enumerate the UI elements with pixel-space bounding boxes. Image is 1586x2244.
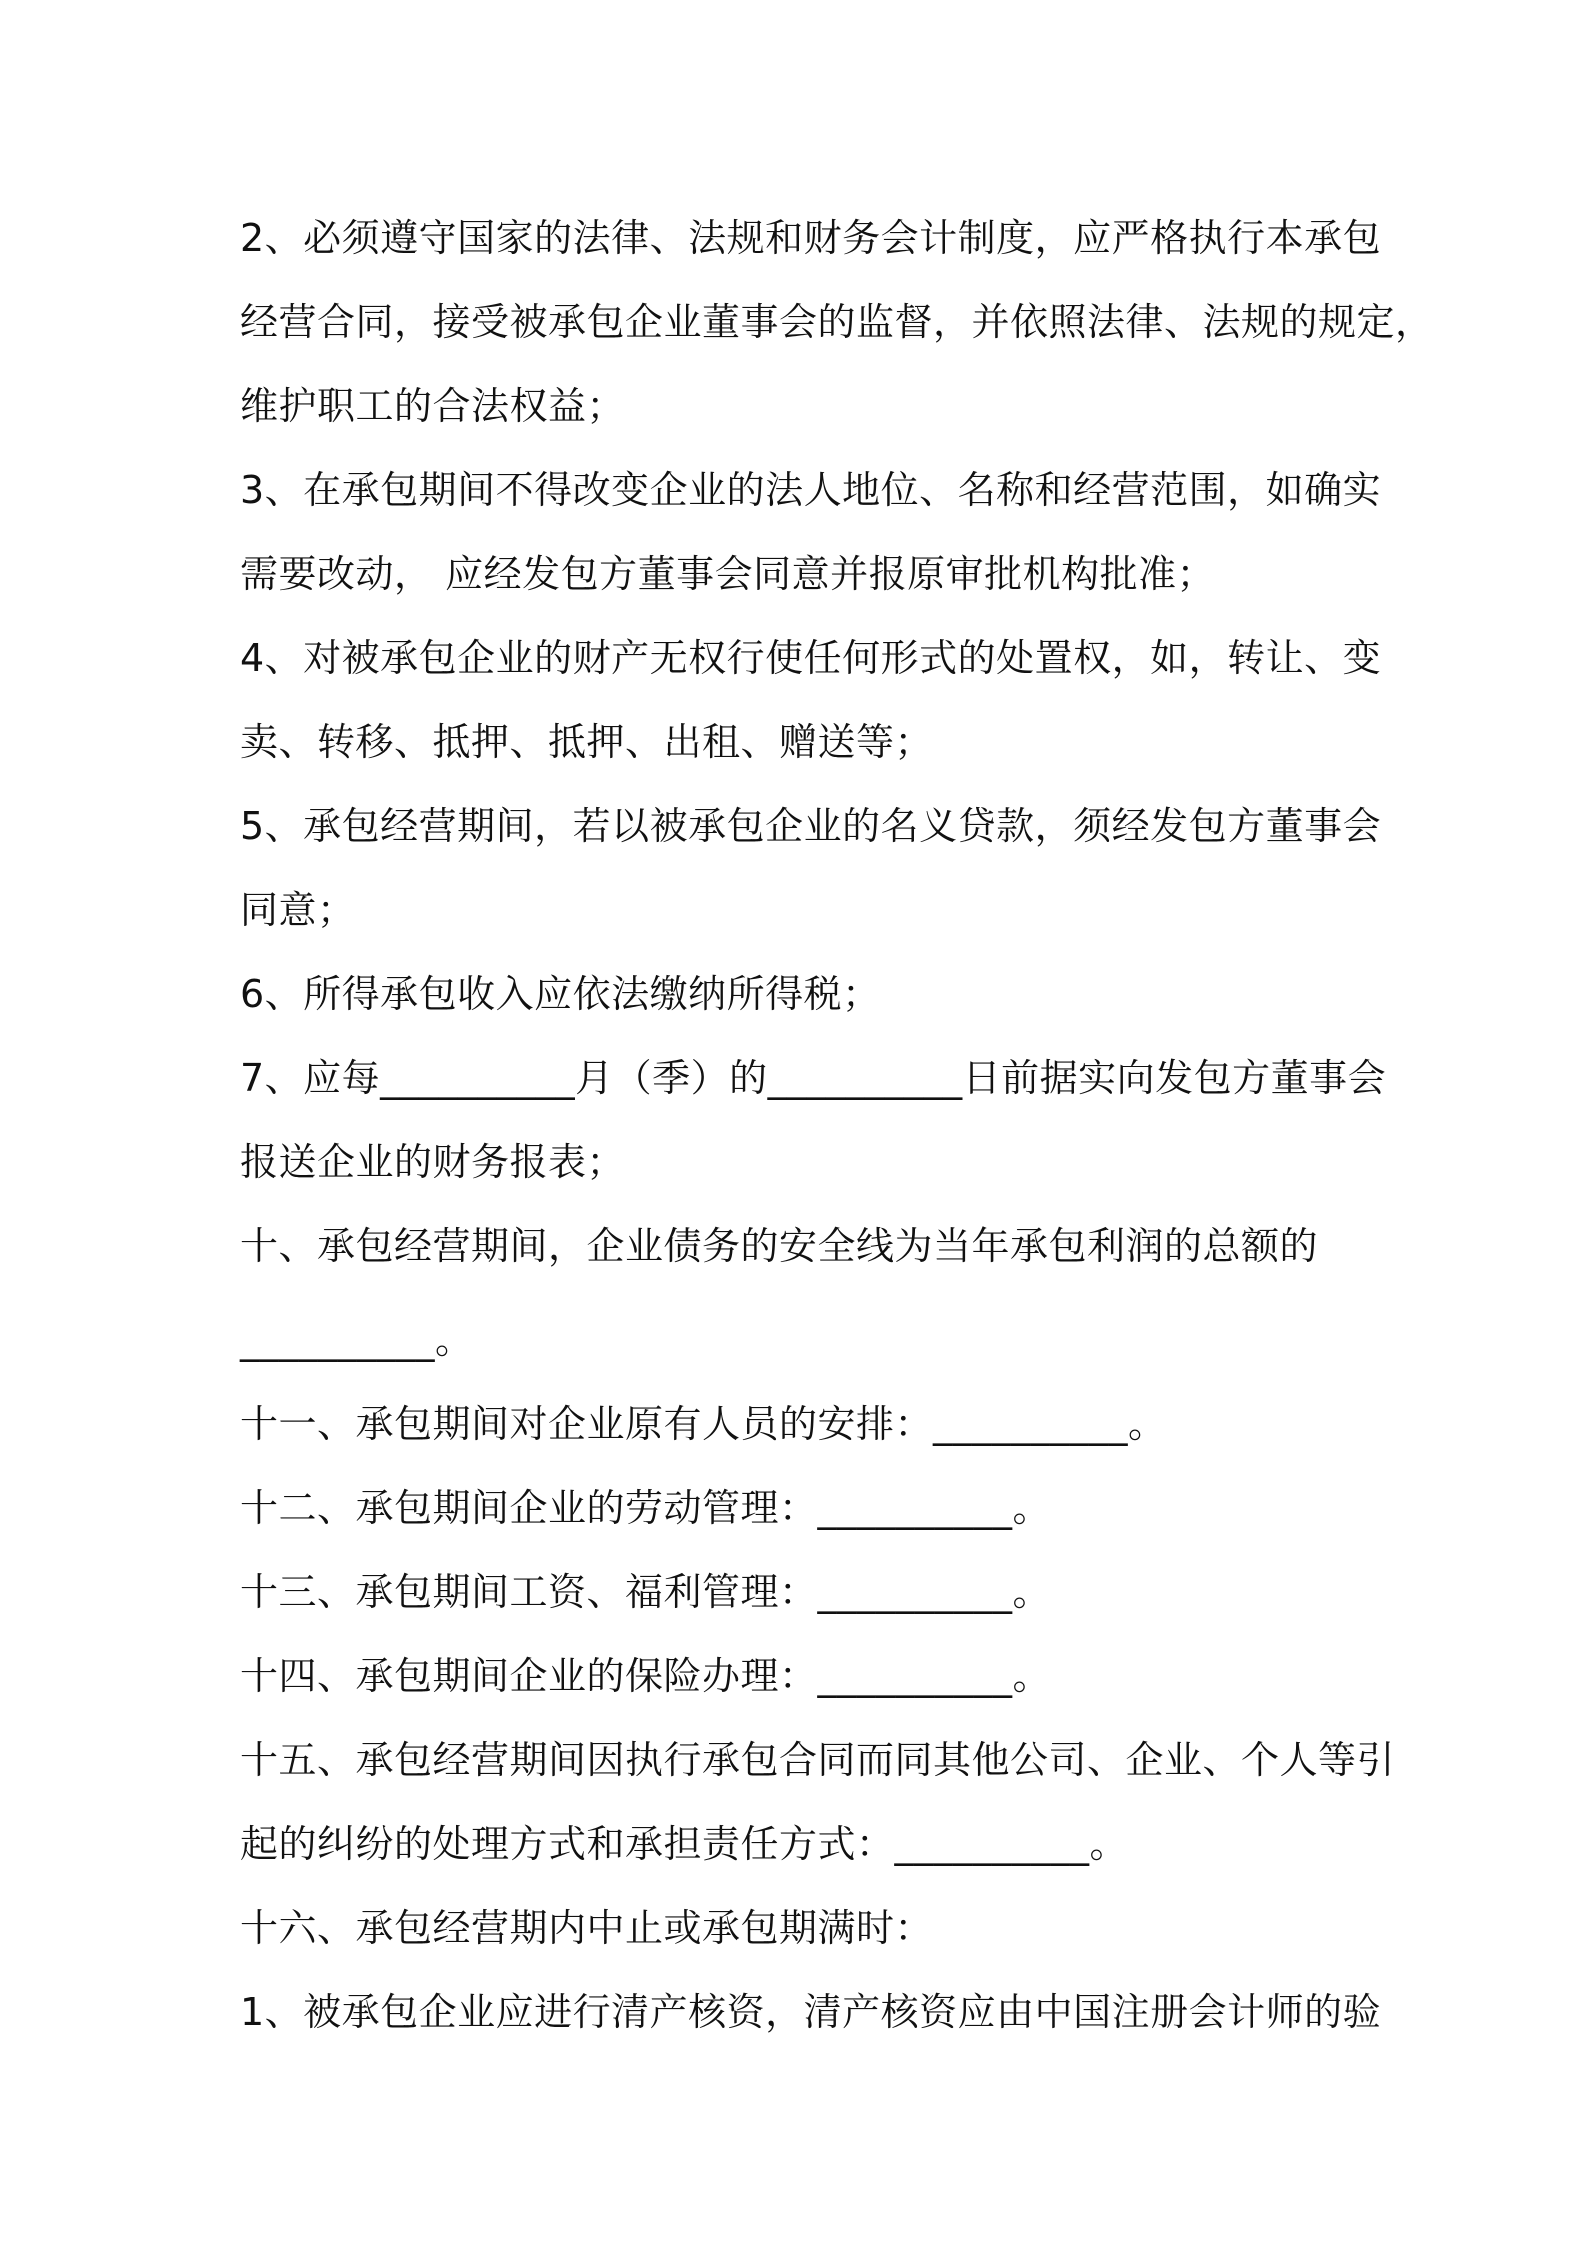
text-line: 十、承包经营期间，企业债务的安全线为当年承包利润的总额的 — [240, 1224, 1319, 1268]
text-line: 十二、承包期间企业的劳动管理：__________。 — [240, 1486, 1052, 1530]
text-line: 十五、承包经营期间因执行承包合同而同其他公司、企业、个人等引 — [240, 1738, 1396, 1782]
text-line: 6、所得承包收入应依法缴纳所得税； — [240, 972, 881, 1016]
text-line: 维护职工的合法权益； — [240, 384, 626, 428]
text-line: 十三、承包期间工资、福利管理：__________。 — [240, 1570, 1052, 1614]
text-line: 需要改动， 应经发包方董事会同意并报原审批机构批准； — [240, 552, 1216, 596]
text-line: 4、对被承包企业的财产无权行使任何形式的处置权，如，转让、变 — [240, 636, 1382, 680]
text-line: 7、应每__________月（季）的__________日前据实向发包方董事会 — [240, 1056, 1387, 1100]
text-line: 十四、承包期间企业的保险办理：__________。 — [240, 1654, 1052, 1698]
text-line: 十六、承包经营期内中止或承包期满时： — [240, 1906, 934, 1950]
text-line: 同意； — [240, 888, 356, 932]
text-line: 十一、承包期间对企业原有人员的安排：__________。 — [240, 1402, 1167, 1446]
text-line: __________。 — [240, 1318, 474, 1362]
text-line: 卖、转移、抵押、抵押、出租、赠送等； — [240, 720, 934, 764]
text-line: 5、承包经营期间，若以被承包企业的名义贷款，须经发包方董事会 — [240, 804, 1382, 848]
contract-text-body — [240, 196, 1434, 2054]
text-line: 报送企业的财务报表； — [240, 1140, 626, 1184]
text-line: 3、在承包期间不得改变企业的法人地位、名称和经营范围，如确实 — [240, 468, 1382, 512]
text-line: 起的纠纷的处理方式和承担责任方式：__________。 — [240, 1822, 1129, 1866]
text-line: 1、被承包企业应进行清产核资，清产核资应由中国注册会计师的验 — [240, 1990, 1382, 2034]
text-line: 2、必须遵守国家的法律、法规和财务会计制度，应严格执行本承包 — [240, 216, 1382, 260]
text-line: 经营合同，接受被承包企业董事会的监督，并依照法律、法规的规定， — [240, 300, 1434, 344]
